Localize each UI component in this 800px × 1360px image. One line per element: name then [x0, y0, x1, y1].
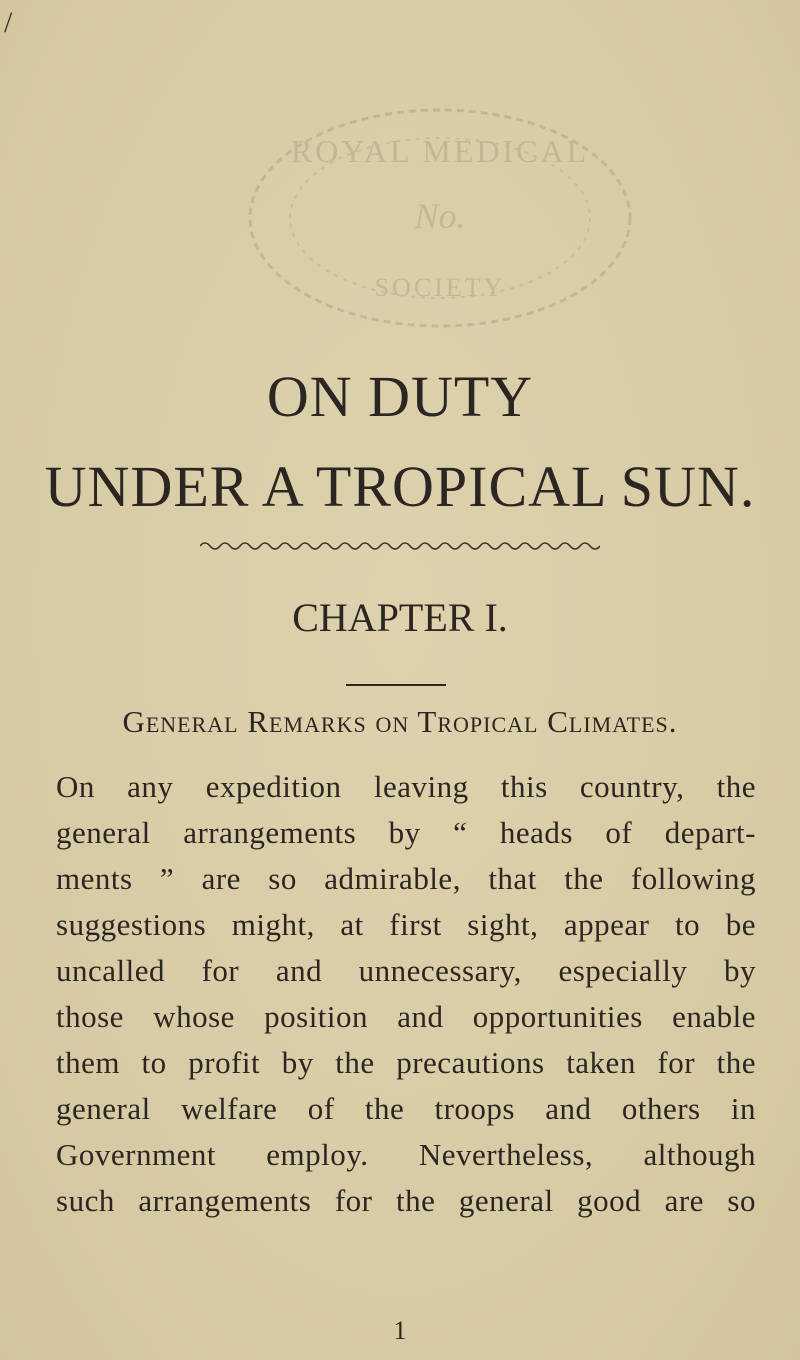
body-line: uncalled for and unnecessary, especially by — [56, 953, 756, 988]
svg-text:SOCIETY: SOCIETY — [374, 273, 506, 302]
page-number: 1 — [393, 1316, 407, 1345]
wavy-rule — [200, 538, 600, 554]
title-line-2: UNDER A TROPICAL SUN. — [44, 454, 756, 519]
body-line: suggestions might, at first sight, appear to be — [56, 907, 756, 942]
body-line: such arrangements for the general good are so — [56, 1183, 756, 1218]
library-stamp — [240, 100, 640, 335]
body-line: ments ” are so admirable, that the following — [56, 861, 756, 896]
body-line: them to profit by the precautions taken for the — [56, 1045, 756, 1080]
body-line: general welfare of the troops and others in — [56, 1091, 756, 1126]
section-heading: General Remarks on Tropical Climates. — [122, 704, 678, 739]
body-line: On any expedition leaving this country, the — [56, 769, 756, 804]
chapter-heading: CHAPTER I. — [292, 595, 508, 640]
body-line: general arrangements by “ heads of depart- — [56, 815, 756, 850]
body-line: those whose position and opportunities enable — [56, 999, 756, 1034]
svg-text:No.: No. — [414, 196, 466, 236]
body-paragraph — [56, 764, 756, 1224]
svg-text:ROYAL MEDICAL: ROYAL MEDICAL — [290, 133, 590, 169]
title-line-1: ON DUTY — [266, 364, 534, 429]
corner-pencil-mark: / — [4, 6, 13, 39]
section-divider — [346, 684, 446, 686]
body-line: Government employ. Nevertheless, although — [56, 1137, 756, 1172]
